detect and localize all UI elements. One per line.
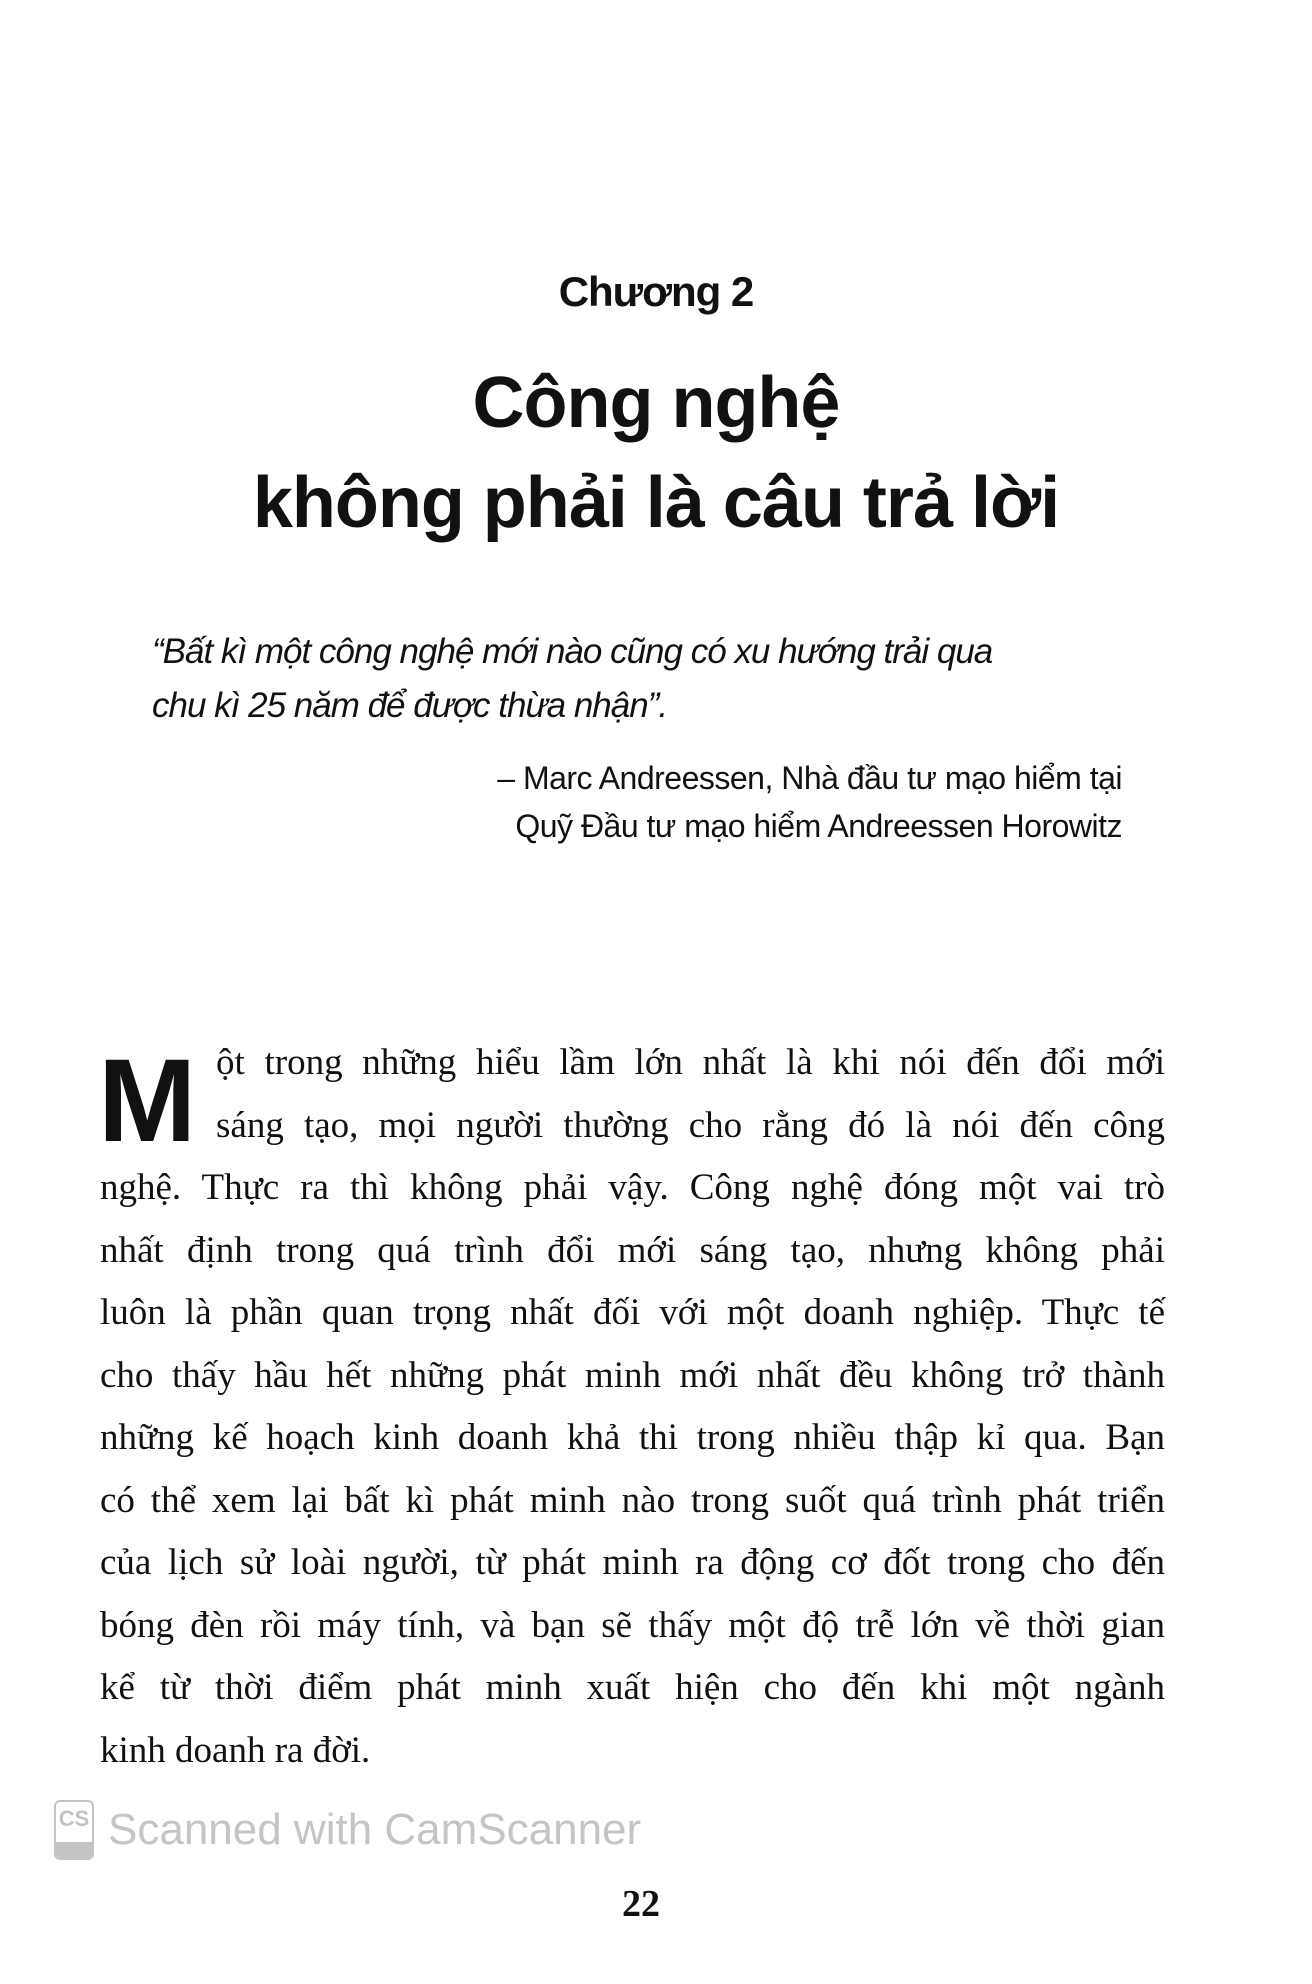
body-line: nghệ. Thực ra thì không phải vậy. Công nghệ đóng một vai trò [100, 1167, 1165, 1208]
body-line: nhất định trong quá trình đổi mới sáng tạo, nhưng không phải [100, 1229, 1165, 1271]
body-paragraph [100, 1032, 1165, 1782]
body-line: kể từ thời điểm phát minh xuất hiện cho đến khi một ngành [100, 1667, 1165, 1708]
epigraph-line-1: “Bất kì một công nghệ mới nào cũng có xu hướng trải qua [152, 632, 993, 671]
watermark-text: Scanned with CamScanner [108, 1805, 642, 1854]
body-line: bóng đèn rồi máy tính, và bạn sẽ thấy một độ trễ lớn về thời gian [100, 1604, 1165, 1646]
attribution-line-1: – Marc Andreessen, Nhà đầu tư mạo hiểm tại [497, 760, 1122, 796]
epigraph-line-2: chu kì 25 năm để được thừa nhận”. [152, 686, 668, 725]
body-line: kinh doanh ra đời. [100, 1729, 371, 1771]
body-line: sáng tạo, mọi người thường cho rằng đó là nói đến công [216, 1104, 1165, 1146]
body-line: luôn là phần quan trọng nhất đối với một doanh nghiệp. Thực tế [100, 1292, 1165, 1333]
chapter-label: Chương 2 [558, 268, 754, 315]
chapter-title-line-1: Công nghệ [472, 363, 840, 443]
camscanner-watermark [54, 1800, 641, 1860]
drop-cap: M [98, 1035, 197, 1167]
body-line: những kế hoạch kinh doanh khả thi trong nhiều thập kỉ qua. Bạn [100, 1417, 1165, 1458]
body-line: ột trong những hiểu lầm lớn nhất là khi nói đến đổi mới [216, 1042, 1165, 1083]
camscanner-logo-icon: CS [54, 1800, 94, 1860]
attribution-line-2: Quỹ Đầu tư mạo hiểm Andreessen Horowitz [515, 808, 1122, 844]
body-line: có thể xem lại bất kì phát minh nào trong suốt quá trình phát triển [100, 1479, 1165, 1521]
page-number: 22 [622, 1883, 660, 1925]
body-line: của lịch sử loài người, từ phát minh ra động cơ đốt trong cho đến [100, 1542, 1165, 1583]
chapter-title-line-2: không phải là câu trả lời [252, 463, 1060, 543]
body-line: cho thấy hầu hết những phát minh mới nhất đều không trở thành [100, 1354, 1165, 1396]
